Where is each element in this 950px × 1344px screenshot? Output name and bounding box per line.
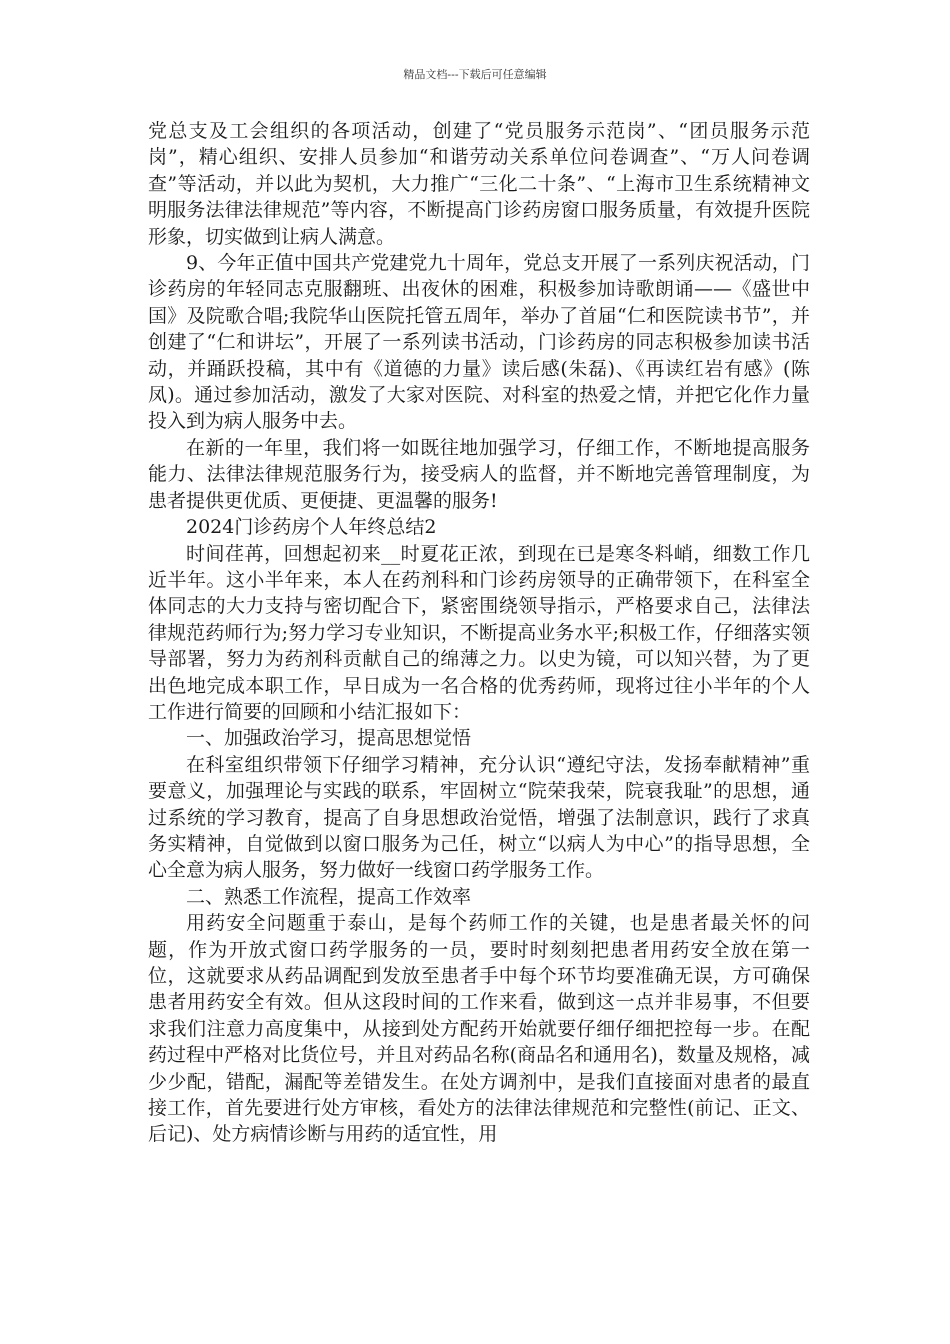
paragraph-continuation: 党总支及工会组织的各项活动，创建了“党员服务示范岗”、“团员服务示范岗”，精心组织、安排人员参加“和谐劳动关系单位问卷调查”、“万人问卷调查”等活动，并以此为契机，大力推广“三化二十条”、“上海市卫生系统精神文明服务法律法律规范”等内容，不断提高门诊药房窗口服务质量，有效提升医院形象，切实做到让病人满意。 (148, 120, 810, 248)
heading-one: 一、加强政治学习，提高思想觉悟 (186, 727, 472, 750)
document-body (148, 118, 810, 1148)
heading-two: 二、熟悉工作流程，提高工作效率 (186, 885, 472, 908)
paragraph-political: 在科室组织带领下仔细学习精神，充分认识“遵纪守法，发扬奉献精神”重要意义，加强理论与实践的联系，牢固树立“院荣我荣，院衰我耻”的思想，通过系统的学习教育，提高了自身思想政治觉悟，增强了法制意识，践行了求真务实精神，自觉做到以窗口服务为己任，树立“以病人为中心”的指导思想，全心全意为病人服务，努力做好一线窗口药学服务工作。 (148, 753, 810, 882)
paragraph-workflow: 用药安全问题重于泰山，是每个药师工作的关键，也是患者最关怀的问题，作为开放式窗口药学服务的一员，要时时刻刻把患者用药安全放在第一位，这就要求从药品调配到发放至患者手中每个环节均要准确无误，方可确保患者用药安全有效。但从这段时间的工作来看，做到这一点并非易事，不但要求我们注意力高度集中，从接到处方配药开始就要仔细仔细把控每一步。在配药过程中严格对比货位号，并且对药品名称(商品名和通用名)，数量及规格，减少少配，错配，漏配等差错发生。在处方调剂中，是我们直接面对患者的最直接工作，首先要进行处方审核，看处方的法律法律规范和完整性(前记、正文、后记)、处方病情诊断与用药的适宜性，用 (148, 912, 810, 1146)
page-header: 精品文档---下载后可任意编辑 (403, 68, 547, 81)
paragraph-new-year: 在新的一年里，我们将一如既往地加强学习，仔细工作，不断地提高服务能力、法律法律规范服务行为，接受病人的监督，并不断地完善管理制度，为患者提供更优质、更便捷、更温馨的服务! (148, 436, 810, 512)
paragraph-item-9: 9、今年正值中国共产党建党九十周年，党总支开展了一系列庆祝活动，门诊药房的年轻同志克服翻班、出夜休的困难，积极参加诗歌朗诵——《盛世中国》及院歌合唱;我院华山医院托管五周年，举办了首届“仁和医院读书节”，并创建了“仁和讲坛”，开展了一系列读书活动，门诊药房的同志积极参加读书活动，并踊跃投稿，其中有《道德的力量》读后感(朱磊)、《再读红岩有感》(陈凤)。通过参加活动，激发了大家对医院、对科室的热爱之情，并把它化作力量投入到为病人服务中去。 (148, 252, 810, 433)
paragraph-intro: 时间荏苒，回想起初来__时夏花正浓，到现在已是寒冬料峭，细数工作几近半年。这小半年来，本人在药剂科和门诊药房领导的正确带领下，在科室全体同志的大力支持与密切配合下，紧密围绕领导指示，严格要求自己，法律法律规范药师行为;努力学习专业知识，不断提高业务水平;积极工作，仔细落实领导部署，努力为药剂科贡献自己的绵薄之力。以史为镜，可以知兴替，为了更出色地完成本职工作，早日成为一名合格的优秀药师，现将过往小半年的个人工作进行简要的回顾和小结汇报如下： (148, 542, 810, 723)
section-title: 2024门诊药房个人年终总结2 (186, 516, 437, 539)
